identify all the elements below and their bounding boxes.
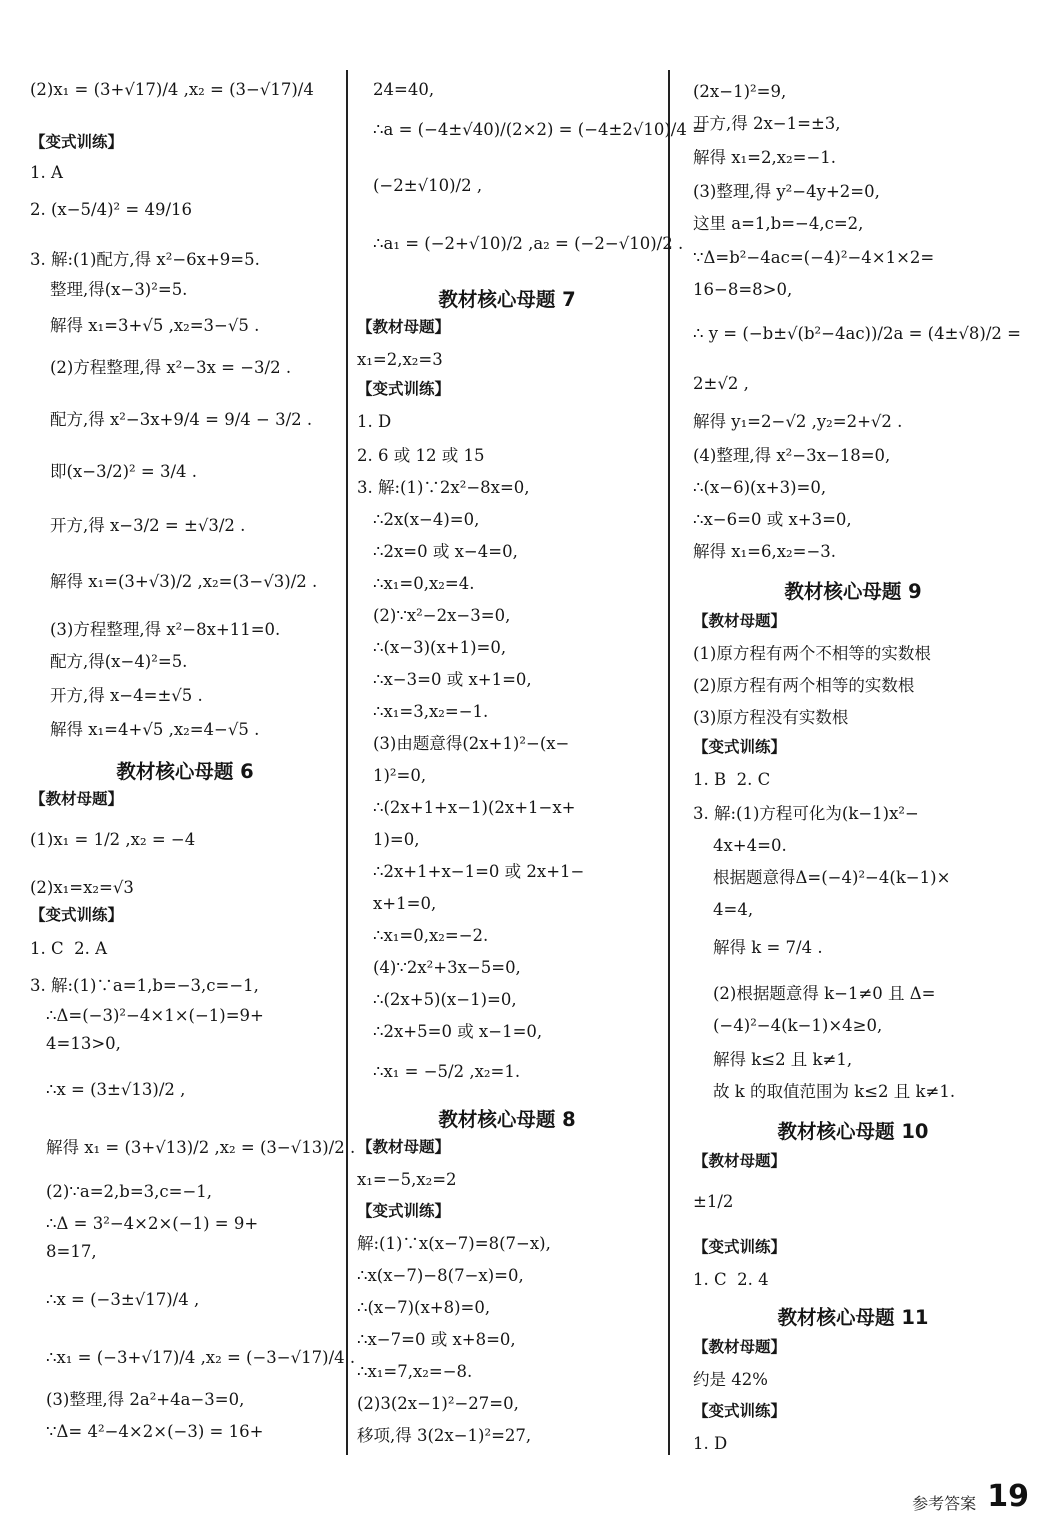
- answer-line: 3. 解:(1)配方,得 x²−6x+9=5.: [30, 250, 260, 269]
- answer-line: 解得 x₁=2,x₂=−1.: [693, 148, 837, 167]
- answer-line: (2)∵x²−2x−3=0,: [373, 606, 511, 625]
- answer-line: ∴x(x−7)−8(7−x)=0,: [357, 1266, 524, 1285]
- footer-label: 参考答案: [912, 1494, 977, 1513]
- answer-line: 解得 x₁=6,x₂=−3.: [693, 542, 837, 561]
- answer-line: ∴2x+5=0 或 x−1=0,: [373, 1022, 543, 1041]
- answer-line: 开方,得 x−4=±√5 .: [50, 686, 203, 705]
- answer-line: 解得 x₁=3+√5 ,x₂=3−√5 .: [50, 316, 260, 335]
- section-label: 【变式训练】: [30, 133, 124, 151]
- page-number: 19: [987, 1479, 1029, 1514]
- answer-line: ∴x−3=0 或 x+1=0,: [373, 670, 532, 689]
- answer-line: (−2±√10)/2 ,: [373, 176, 483, 195]
- section-title: 教材核心母题 9: [784, 580, 922, 603]
- answer-line: 4=4,: [713, 900, 754, 919]
- answer-line: 1. D: [357, 412, 392, 431]
- answer-line: 1. C 2. 4: [693, 1270, 769, 1289]
- answer-line: ∴x = (−3±√17)/4 ,: [46, 1290, 200, 1309]
- answer-line: 解得 x₁=(3+√3)/2 ,x₂=(3−√3)/2 .: [50, 572, 318, 591]
- section-title: 教材核心母题 10: [777, 1120, 929, 1143]
- answer-line: ∴(x−3)(x+1)=0,: [373, 638, 507, 657]
- page-footer: [912, 1479, 1029, 1514]
- answer-line: 开方,得 x−3/2 = ±√3/2 .: [50, 516, 246, 535]
- answer-line: 配方,得 x²−3x+9/4 = 9/4 − 3/2 .: [50, 410, 313, 429]
- section-label: 【教材母题】: [693, 1338, 787, 1356]
- answer-line: ∴Δ=(−3)²−4×1×(−1)=9+: [46, 1006, 264, 1025]
- answer-line: 1. B 2. C: [693, 770, 771, 789]
- answer-line: 解得 k≤2 且 k≠1,: [713, 1050, 853, 1069]
- answer-line: 2±√2 ,: [693, 374, 749, 393]
- answer-line: (1)x₁ = 1/2 ,x₂ = −4: [30, 830, 196, 849]
- answer-line: 1. C 2. A: [30, 939, 108, 958]
- answer-line: 即(x−3/2)² = 3/4 .: [50, 462, 198, 481]
- answer-line: ∴x₁=0,x₂=4.: [373, 574, 475, 593]
- answer-line: ∴x₁=0,x₂=−2.: [373, 926, 489, 945]
- answer-line: 这里 a=1,b=−4,c=2,: [693, 214, 864, 233]
- answer-line: ∴Δ = 3²−4×2×(−1) = 9+: [46, 1214, 259, 1233]
- answer-line: ∴(x−7)(x+8)=0,: [357, 1298, 491, 1317]
- answer-line: (2)x₁=x₂=√3: [30, 878, 134, 897]
- answer-line: 4=13>0,: [46, 1034, 121, 1053]
- answer-line: ∴x−7=0 或 x+8=0,: [357, 1330, 516, 1349]
- section-label: 【变式训练】: [357, 380, 451, 398]
- answer-line: 解得 y₁=2−√2 ,y₂=2+√2 .: [693, 412, 903, 431]
- answer-line: (2)原方程有两个相等的实数根: [693, 676, 915, 695]
- answer-line: ∴ y = (−b±√(b²−4ac))/2a = (4±√8)/2 =: [693, 324, 1021, 343]
- answer-line: 2. (x−5/4)² = 49/16: [30, 200, 193, 219]
- section-label: 【教材母题】: [693, 1152, 787, 1170]
- answer-line: ∴a = (−4±√40)/(2×2) = (−4±2√10)/4 =: [373, 120, 706, 139]
- answer-line: (3)方程整理,得 x²−8x+11=0.: [50, 620, 281, 639]
- answer-line: ∵Δ=b²−4ac=(−4)²−4×1×2=: [693, 248, 935, 267]
- answer-line: 3. 解:(1)∵2x²−8x=0,: [357, 478, 530, 497]
- section-title: 教材核心母题 7: [438, 288, 576, 311]
- answer-line: (2)方程整理,得 x²−3x = −3/2 .: [50, 358, 292, 377]
- section-label: 【变式训练】: [357, 1202, 451, 1220]
- answer-line: 4x+4=0.: [713, 836, 787, 855]
- answer-line: 1)=0,: [373, 830, 420, 849]
- answer-line: ∴x₁ = (−3+√17)/4 ,x₂ = (−3−√17)/4 .: [46, 1348, 356, 1367]
- answer-line: (−4)²−4(k−1)×4≥0,: [713, 1016, 883, 1035]
- answer-line: ∵Δ= 4²−4×2×(−3) = 16+: [46, 1422, 264, 1441]
- answer-line: (4)整理,得 x²−3x−18=0,: [693, 446, 891, 465]
- answer-line: 根据题意得Δ=(−4)²−4(k−1)×: [713, 868, 951, 887]
- answer-line: ∴x−6=0 或 x+3=0,: [693, 510, 852, 529]
- answer-line: ∴(2x+1+x−1)(2x+1−x+: [373, 798, 576, 817]
- answer-line: 解得 k = 7/4 .: [713, 938, 823, 957]
- answer-line: x₁=−5,x₂=2: [357, 1170, 457, 1189]
- answer-line: ∴2x(x−4)=0,: [373, 510, 480, 529]
- column-divider-2: [668, 70, 670, 1455]
- answer-line: (3)整理,得 2a²+4a−3=0,: [46, 1390, 245, 1409]
- answer-line: 整理,得(x−3)²=5.: [50, 280, 188, 299]
- answer-line: (2)x₁ = (3+√17)/4 ,x₂ = (3−√17)/4: [30, 80, 314, 99]
- answer-line: ∴x = (3±√13)/2 ,: [46, 1080, 186, 1099]
- answer-line: ∴(x−6)(x+3)=0,: [693, 478, 827, 497]
- answer-line: 解得 x₁ = (3+√13)/2 ,x₂ = (3−√13)/2 .: [46, 1138, 356, 1157]
- section-title: 教材核心母题 6: [116, 760, 254, 783]
- answer-line: 解:(1)∵x(x−7)=8(7−x),: [357, 1234, 551, 1253]
- answer-line: x+1=0,: [373, 894, 437, 913]
- answer-line: (2)3(2x−1)²−27=0,: [357, 1394, 519, 1413]
- answer-line: 配方,得(x−4)²=5.: [50, 652, 188, 671]
- answer-line: (2)根据题意得 k−1≠0 且 Δ=: [713, 984, 936, 1003]
- section-title: 教材核心母题 8: [438, 1108, 576, 1131]
- answer-line: (1)原方程有两个不相等的实数根: [693, 644, 931, 663]
- answer-line: (3)由题意得(2x+1)²−(x−: [373, 734, 570, 753]
- column-divider-1: [346, 70, 348, 1455]
- answer-line: ∴(2x+5)(x−1)=0,: [373, 990, 517, 1009]
- answer-line: 1)²=0,: [373, 766, 427, 785]
- section-label: 【变式训练】: [693, 1402, 787, 1420]
- answer-line: ∴2x=0 或 x−4=0,: [373, 542, 518, 561]
- answer-line: (4)∵2x²+3x−5=0,: [373, 958, 521, 977]
- answer-line: 16−8=8>0,: [693, 280, 793, 299]
- section-title: 教材核心母题 11: [777, 1306, 929, 1329]
- answer-line: 移项,得 3(2x−1)²=27,: [357, 1426, 532, 1445]
- answer-line: 1. A: [30, 163, 63, 182]
- answer-line: 3. 解:(1)方程可化为(k−1)x²−: [693, 804, 919, 823]
- answer-line: 开方,得 2x−1=±3,: [693, 114, 841, 133]
- answer-line: x₁=2,x₂=3: [357, 350, 443, 369]
- section-label: 【教材母题】: [30, 790, 124, 808]
- answer-line: 8=17,: [46, 1242, 97, 1261]
- section-label: 【变式训练】: [30, 906, 124, 924]
- answer-line: 1. D: [693, 1434, 728, 1453]
- answer-line: ±1/2: [693, 1192, 734, 1211]
- answer-line: ∴x₁=7,x₂=−8.: [357, 1362, 473, 1381]
- section-label: 【教材母题】: [693, 612, 787, 630]
- answer-line: 解得 x₁=4+√5 ,x₂=4−√5 .: [50, 720, 260, 739]
- answer-line: 3. 解:(1)∵a=1,b=−3,c=−1,: [30, 976, 259, 995]
- answer-line: 约是 42%: [693, 1370, 768, 1389]
- answer-line: 24=40,: [373, 80, 435, 99]
- section-label: 【变式训练】: [693, 738, 787, 756]
- answer-line: (2)∵a=2,b=3,c=−1,: [46, 1182, 213, 1201]
- section-label: 【变式训练】: [693, 1238, 787, 1256]
- answer-line: ∴2x+1+x−1=0 或 2x+1−: [373, 862, 585, 881]
- answer-line: ∴x₁ = −5/2 ,x₂=1.: [373, 1062, 521, 1081]
- answer-line: (3)整理,得 y²−4y+2=0,: [693, 182, 880, 201]
- answer-line: (3)原方程没有实数根: [693, 708, 849, 727]
- section-label: 【教材母题】: [357, 318, 451, 336]
- answer-line: ∴x₁=3,x₂=−1.: [373, 702, 489, 721]
- answer-line: 故 k 的取值范围为 k≤2 且 k≠1.: [713, 1082, 956, 1101]
- answer-line: 2. 6 或 12 或 15: [357, 446, 485, 465]
- answer-line: (2x−1)²=9,: [693, 82, 787, 101]
- section-label: 【教材母题】: [357, 1138, 451, 1156]
- answer-line: ∴a₁ = (−2+√10)/2 ,a₂ = (−2−√10)/2 .: [373, 234, 684, 253]
